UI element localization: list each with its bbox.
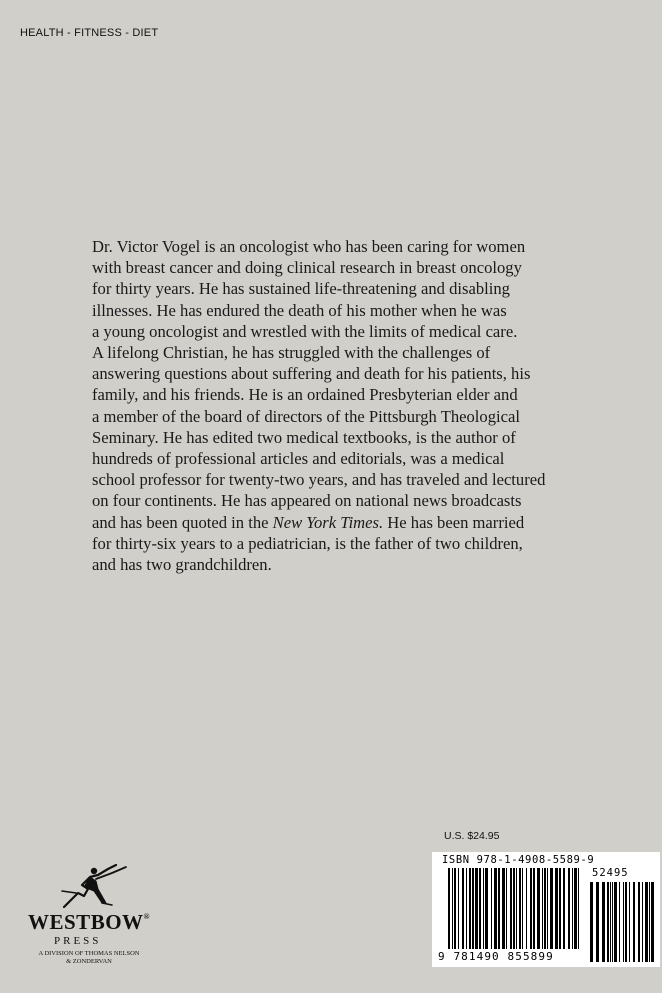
- publisher-press: PRESS: [54, 935, 102, 947]
- price-label: U.S. $24.95: [444, 830, 500, 842]
- barcode-bar: [513, 868, 515, 949]
- barcode-bar: [498, 868, 500, 949]
- barcode-bar: [502, 868, 505, 949]
- bio-line: and has two grandchildren.: [92, 555, 272, 575]
- author-bio: [92, 236, 622, 575]
- barcode-bar: [462, 868, 464, 949]
- bio-text: He has been married: [383, 512, 525, 532]
- barcode-bar: [494, 868, 497, 949]
- barcode-bar: [475, 868, 478, 949]
- barcode-bar: [607, 882, 609, 962]
- barcode-bar: [526, 868, 527, 949]
- barcode-bar: [625, 882, 627, 962]
- barcode-bar: [452, 868, 453, 949]
- barcode-bar: [516, 868, 517, 949]
- barcode-bar: [542, 868, 543, 949]
- publisher-name-text: WESTBOW: [28, 910, 144, 934]
- barcode-bar: [590, 882, 593, 962]
- barcode-bar: [638, 882, 640, 962]
- barcode-bar: [537, 868, 540, 949]
- bio-line: with breast cancer and doing clinical research in breast oncology: [92, 258, 522, 278]
- barcode-bar: [614, 882, 617, 962]
- barcode-bar: [645, 882, 648, 962]
- barcode-bar: [559, 868, 561, 949]
- category-line: HEALTH - FITNESS - DIET: [20, 27, 159, 39]
- barcode-bar: [555, 868, 558, 949]
- barcode-bar: [629, 882, 630, 962]
- archer-figure-icon: [54, 863, 134, 909]
- barcode-bar: [479, 868, 481, 949]
- bio-line: Seminary. He has edited two medical textbooks, is the author of: [92, 427, 516, 447]
- barcode-bar: [602, 882, 605, 962]
- bio-line: for thirty-six years to a pediatrician, is the father of two children,: [92, 533, 523, 553]
- barcode-bar: [612, 882, 613, 962]
- barcode-bar: [466, 868, 467, 949]
- barcode-bar: [530, 868, 532, 949]
- barcode-bar: [448, 868, 450, 949]
- barcode-bar: [469, 868, 471, 949]
- bio-line: Dr. Victor Vogel is an oncologist who has been caring for women: [92, 237, 526, 256]
- registered-mark: ®: [143, 912, 151, 921]
- bio-line: answering questions about suffering and death for his patients, his: [92, 364, 531, 384]
- bio-line: for thirty years. He has sustained life-threatening and disabling: [92, 279, 510, 299]
- barcode-bar: [458, 868, 459, 949]
- isbn-label: ISBN 978-1-4908-5589-9: [442, 854, 595, 866]
- barcode-panel: [432, 852, 660, 967]
- barcode-bar: [649, 882, 650, 962]
- barcode-bar: [642, 882, 643, 962]
- barcode-bar: [522, 868, 523, 949]
- bio-line: A lifelong Christian, he has struggled with the challenges of: [92, 343, 491, 363]
- addon-code: 52495: [592, 867, 629, 879]
- barcode-bar: [623, 882, 624, 962]
- bio-line: family, and his friends. He is an ordained Presbyterian elder and: [92, 385, 518, 405]
- barcode-bar: [619, 882, 620, 962]
- barcode-bar: [485, 868, 488, 949]
- barcode-bar: [519, 868, 521, 949]
- barcode-bar: [572, 868, 573, 949]
- barcode-bar: [568, 868, 570, 949]
- bio-line: on four continents. He has appeared on national news broadcasts: [92, 491, 522, 511]
- division-line: & ZONDERVAN: [66, 958, 112, 965]
- bio-line: a member of the board of directors of the Pittsburgh Theological: [92, 406, 520, 426]
- barcode-bar: [574, 868, 577, 949]
- newspaper-title: New York Times.: [272, 512, 384, 532]
- barcode-bar: [506, 868, 507, 949]
- barcode-bar: [610, 882, 611, 962]
- bio-line: hundreds of professional articles and editorials, was a medical: [92, 449, 505, 469]
- publisher-name: [28, 910, 150, 935]
- bio-line: school professor for twenty-two years, and has traveled and lectured: [92, 470, 546, 490]
- barcode-bar: [510, 868, 512, 949]
- division-line: A DIVISION OF THOMAS NELSON: [38, 950, 140, 957]
- barcode-bar: [651, 882, 654, 962]
- barcode-bar: [596, 882, 599, 962]
- barcode-bar: [533, 868, 535, 949]
- publisher-division: [34, 950, 144, 966]
- barcode-bar: [491, 868, 492, 949]
- bio-text: and has been quoted in the: [92, 512, 273, 532]
- barcode-bar: [472, 868, 474, 949]
- barcode-digits: 9 781490 855899: [438, 950, 554, 963]
- bio-line: illnesses. He has endured the death of his mother when he was: [92, 300, 507, 320]
- barcode-bar: [578, 868, 579, 949]
- barcode-bar: [547, 868, 548, 949]
- barcode-bar: [483, 868, 484, 949]
- bio-line: a young oncologist and wrestled with the limits of medical care.: [92, 321, 518, 341]
- barcode-bar: [544, 868, 546, 949]
- bio-line-with-title: [92, 512, 622, 533]
- barcode-bar: [563, 868, 565, 949]
- publisher-logo: [16, 855, 176, 975]
- barcode-bar: [454, 868, 456, 949]
- barcode-bar: [633, 882, 635, 962]
- barcode-bar: [550, 868, 553, 949]
